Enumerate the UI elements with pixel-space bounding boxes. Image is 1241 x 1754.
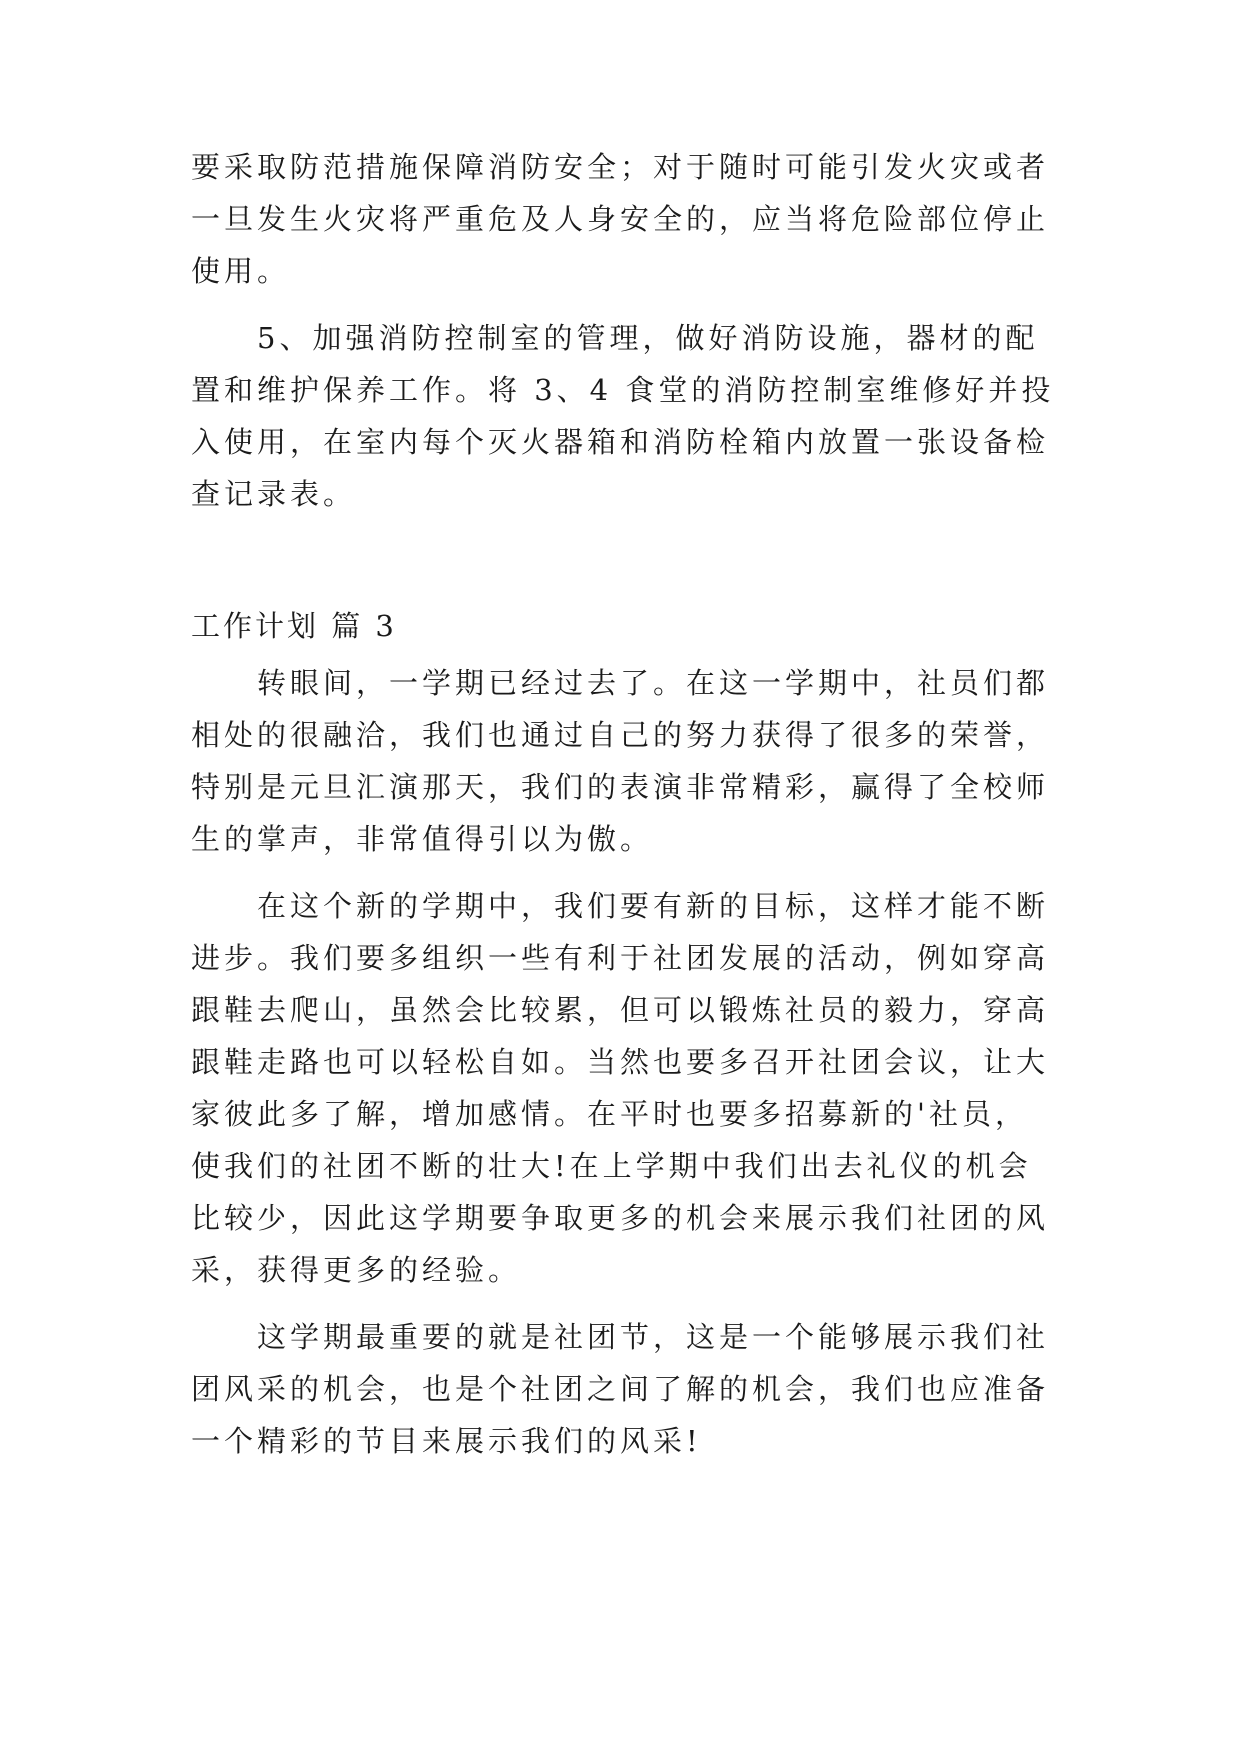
paragraph-club-festival	[191, 1311, 1071, 1467]
text-line: 比较少，因此这学期要争取更多的机会来展示我们社团的风	[191, 1201, 1050, 1235]
text-line: 入使用，在室内每个灭火器箱和消防栓箱内放置一张设备检	[191, 425, 1050, 459]
text-line: 转眼间，一学期已经过去了。在这一学期中，社员们都	[257, 666, 1050, 700]
block-work-plan	[191, 657, 1071, 1467]
paragraph-new-goals	[191, 880, 1071, 1296]
text-line: 在这个新的学期中，我们要有新的目标，这样才能不断	[257, 889, 1050, 923]
text-line: 跟鞋去爬山，虽然会比较累，但可以锻炼社员的毅力，穿高	[191, 993, 1050, 1027]
text-line: 一个精彩的节目来展示我们的风采!	[191, 1424, 702, 1458]
text-line: 使我们的社团不断的壮大!在上学期中我们出去礼仪的机会	[191, 1149, 1032, 1183]
text-line: 进步。我们要多组织一些有利于社团发展的活动，例如穿高	[191, 941, 1050, 975]
text-line: 这学期最重要的就是社团节，这是一个能够展示我们社	[257, 1320, 1050, 1354]
paragraph-fire-safety-continued	[191, 141, 1071, 297]
section-heading: 工作计划 篇 3	[191, 609, 397, 643]
text-line: 置和维护保养工作。将 3、4 食堂的消防控制室维修好并投	[191, 373, 1055, 407]
text-line: 家彼此多了解，增加感情。在平时也要多招募新的'社员，	[191, 1097, 1028, 1131]
text-line: 特别是元旦汇演那天，我们的表演非常精彩，赢得了全校师	[191, 770, 1050, 804]
text-line: 跟鞋走路也可以轻松自如。当然也要多召开社团会议，让大	[191, 1045, 1050, 1079]
text-line: 采，获得更多的经验。	[191, 1253, 522, 1287]
text-line: 使用。	[191, 254, 291, 288]
paragraph-item-5	[191, 312, 1071, 520]
paragraph-intro	[191, 657, 1071, 865]
block-fire-safety	[191, 141, 1071, 520]
text-line: 要采取防范措施保障消防安全；对于随时可能引发火灾或者	[191, 150, 1050, 184]
text-line: 相处的很融洽，我们也通过自己的努力获得了很多的荣誉，	[191, 718, 1050, 752]
text-line: 生的掌声，非常值得引以为傲。	[191, 822, 654, 856]
text-line: 查记录表。	[191, 477, 357, 511]
text-line: 5、加强消防控制室的管理，做好消防设施，器材的配	[257, 321, 1039, 355]
text-line: 一旦发生火灾将严重危及人身安全的，应当将危险部位停止	[191, 202, 1050, 236]
text-line: 团风采的机会，也是个社团之间了解的机会，我们也应准备	[191, 1372, 1050, 1406]
